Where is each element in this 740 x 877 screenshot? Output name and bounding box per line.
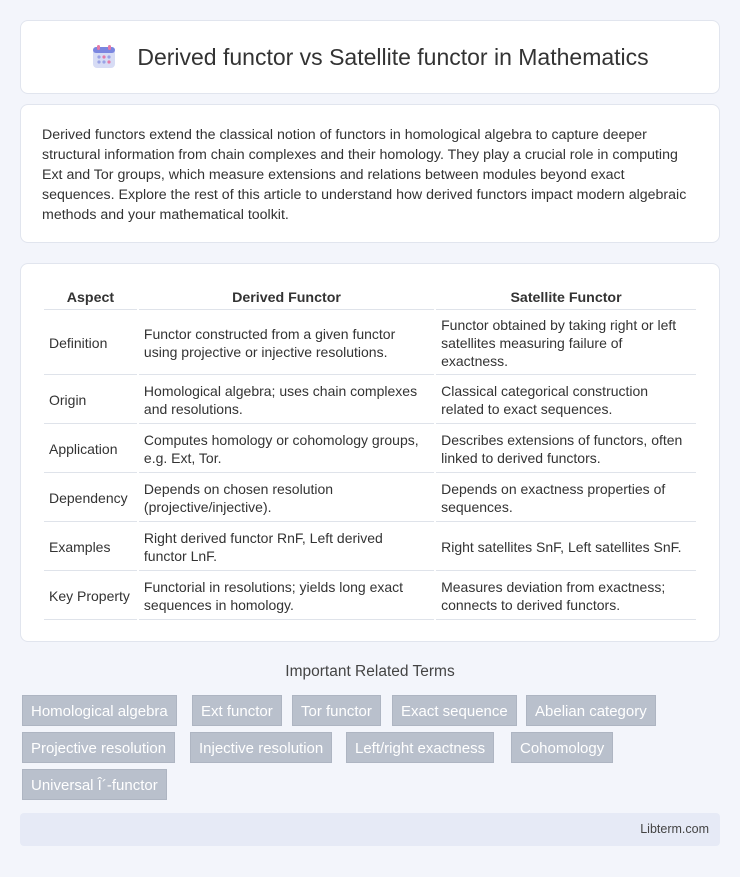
table-cell: Key Property — [44, 573, 137, 620]
table-cell: Homological algebra; uses chain complexes and resolutions. — [139, 377, 434, 424]
table-cell: Describes extensions of functors, often linked to derived functors. — [436, 426, 696, 473]
tag-projective-resolution[interactable]: Projective resolution — [22, 732, 175, 763]
comparison-card — [20, 263, 720, 642]
table-row — [44, 377, 696, 424]
tag-homological-algebra[interactable]: Homological algebra — [22, 695, 177, 726]
table-cell: Measures deviation from exactness; connects to derived functors. — [436, 573, 696, 620]
table-cell: Dependency — [44, 475, 137, 522]
table-row — [44, 426, 696, 473]
table-cell: Depends on chosen resolution (projective/injective). — [139, 475, 434, 522]
tag-cohomology[interactable]: Cohomology — [511, 732, 613, 763]
header-derived: Derived Functor — [139, 287, 434, 310]
table-row — [44, 573, 696, 620]
comparison-table — [42, 285, 698, 622]
footer-site-link[interactable]: Libterm.com — [640, 822, 709, 836]
tag-left-right-exactness[interactable]: Left/right exactness — [346, 732, 494, 763]
tag-abelian-category[interactable]: Abelian category — [526, 695, 656, 726]
page-title: Derived functor vs Satellite functor in Mathematics — [137, 43, 649, 70]
table-cell: Functor obtained by taking right or left satellites measuring failure of exactness. — [436, 312, 696, 375]
tag-injective-resolution[interactable]: Injective resolution — [190, 732, 332, 763]
table-cell: Classical categorical construction related to exact sequences. — [436, 377, 696, 424]
table-cell: Examples — [44, 524, 137, 571]
table-cell: Definition — [44, 312, 137, 375]
table-row — [44, 475, 696, 522]
header-aspect: Aspect — [44, 287, 137, 310]
intro-card — [20, 104, 720, 243]
table-cell: Right derived functor RnF, Left derived functor LnF. — [139, 524, 434, 571]
table-cell: Application — [44, 426, 137, 473]
table-row — [44, 312, 696, 375]
table-cell: Computes homology or cohomology groups, e.g. Ext, Tor. — [139, 426, 434, 473]
table-cell: Functorial in resolutions; yields long exact sequences in homology. — [139, 573, 434, 620]
tag-universal-delta-functor[interactable]: Universal Î´-functor — [22, 769, 167, 800]
table-header-row — [44, 287, 696, 310]
calendar-icon — [91, 44, 117, 70]
table-cell: Depends on exactness properties of sequences. — [436, 475, 696, 522]
table-cell: Origin — [44, 377, 137, 424]
table-cell: Right satellites SnF, Left satellites SnF. — [436, 524, 696, 571]
intro-text: Derived functors extend the classical notion of functors in homological algebra to capture deeper structural information from chain complexes and their homology. They play a crucial role in computing Ext and Tor groups, which measure extensions and relations between modules beyond exact sequences. Explore the rest of this article to understand how derived functors impact modern algebraic methods and your mathematical toolkit. — [42, 127, 687, 223]
related-terms-title: Important Related Terms — [285, 663, 455, 680]
table-row — [44, 524, 696, 571]
title-card — [20, 20, 720, 94]
tag-exact-sequence[interactable]: Exact sequence — [392, 695, 517, 726]
footer — [20, 813, 720, 846]
tag-tor-functor[interactable]: Tor functor — [292, 695, 381, 726]
table-cell: Functor constructed from a given functor using projective or injective resolutions. — [139, 312, 434, 375]
header-satellite: Satellite Functor — [436, 287, 696, 310]
tag-ext-functor[interactable]: Ext functor — [192, 695, 282, 726]
